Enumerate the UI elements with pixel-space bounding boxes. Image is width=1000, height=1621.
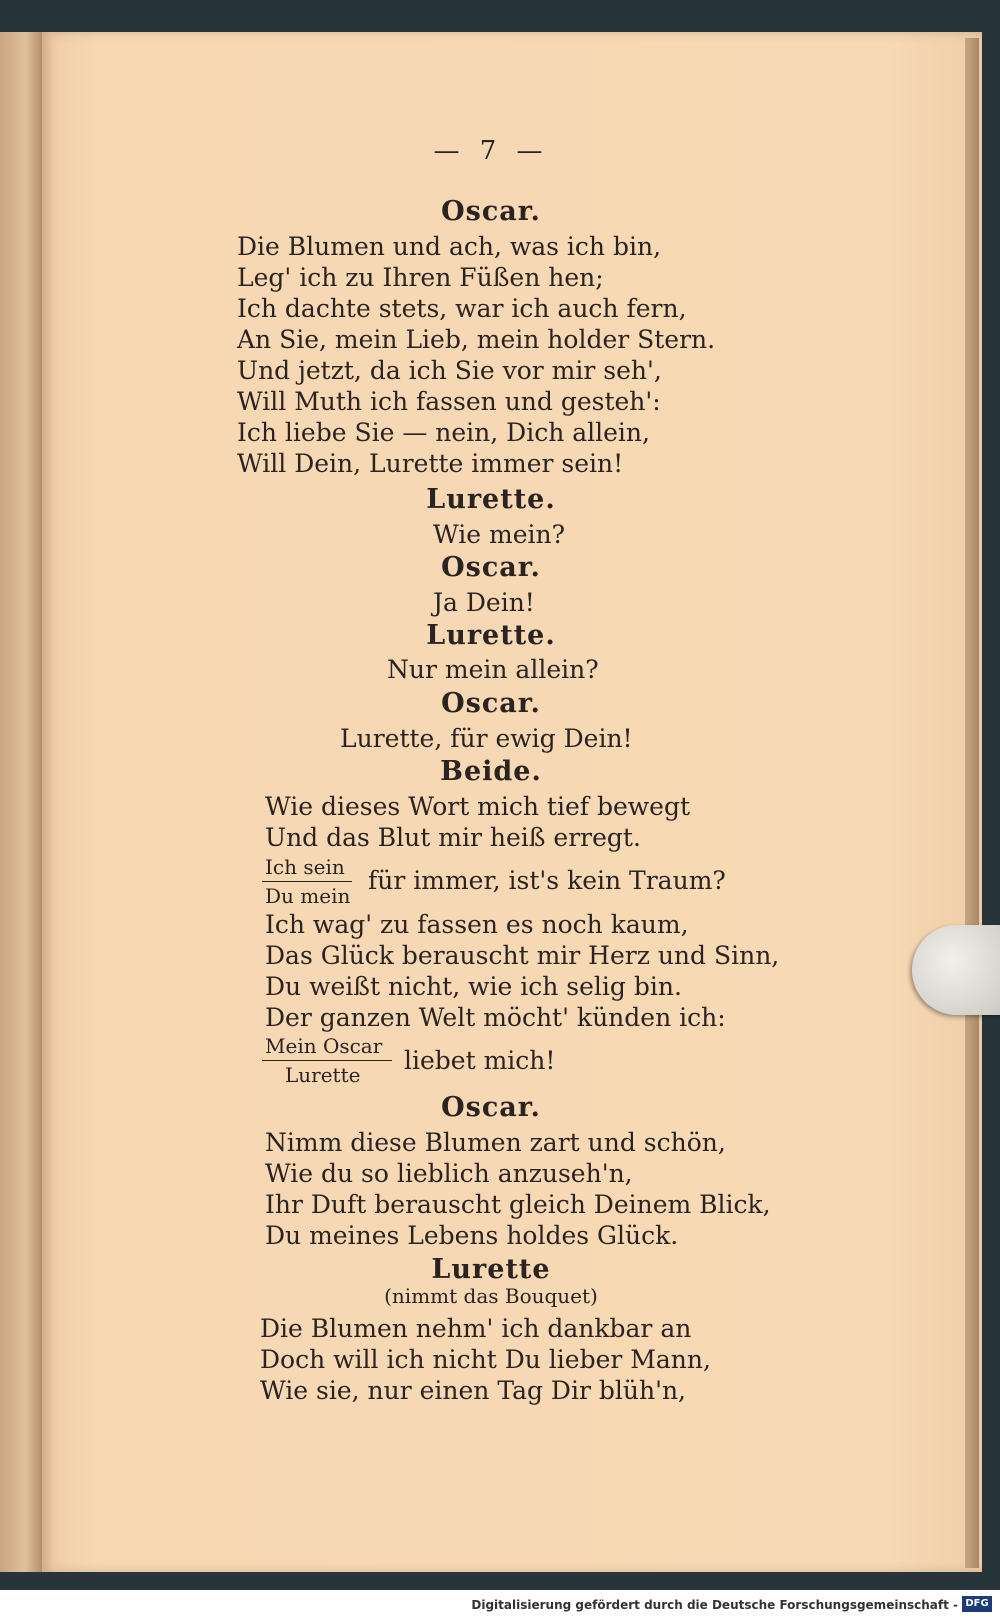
fraction-top: Ich sein — [265, 855, 345, 879]
stage-direction: (nimmt das Bouquet) — [384, 1284, 598, 1308]
verse-line: Ich wag' zu fassen es noch kaum, — [265, 910, 689, 939]
verse-line: Nimm diese Blumen zart und schön, — [265, 1128, 726, 1157]
fraction-rule — [262, 1060, 392, 1061]
fraction-top: Mein Oscar — [265, 1034, 383, 1058]
page-number: — 7 — — [433, 136, 549, 166]
speaker-beide: Beide. — [440, 756, 542, 787]
verse-line: Die Blumen und ach, was ich bin, — [237, 232, 662, 261]
speaker-oscar: Oscar. — [441, 552, 541, 583]
left-page-edge — [0, 32, 45, 1572]
fraction-rule — [262, 881, 352, 882]
verse-line: Das Glück berauscht mir Herz und Sinn, — [265, 941, 780, 970]
speaker-oscar: Oscar. — [441, 688, 541, 719]
verse-line: Wie dieses Wort mich tief bewegt — [265, 792, 691, 821]
verse-line: Ich liebe Sie — nein, Dich allein, — [237, 418, 650, 447]
verse-line: Will Dein, Lurette immer sein! — [237, 449, 624, 478]
verse-line: Ihr Duft berauscht gleich Deinem Blick, — [265, 1190, 771, 1219]
fraction-bottom: Du mein — [265, 884, 351, 908]
verse-line: Leg' ich zu Ihren Füßen hen; — [237, 263, 604, 292]
funding-notice: Digitalisierung gefördert durch die Deutsche Forschungsgemeinschaft - — [471, 1598, 958, 1612]
verse-line: Die Blumen nehm' ich dankbar an — [260, 1314, 692, 1343]
verse-line: Ja Dein! — [433, 588, 535, 617]
verse-line: Nur mein allein? — [387, 655, 599, 684]
dfg-logo: DFG — [962, 1596, 992, 1612]
right-page-edge — [965, 38, 979, 1568]
verse-line: An Sie, mein Lieb, mein holder Stern. — [237, 325, 716, 354]
verse-line: Der ganzen Welt möcht' künden ich: — [265, 1003, 726, 1032]
verse-line: Wie sie, nur einen Tag Dir blüh'n, — [260, 1376, 686, 1405]
speaker-lurette: Lurette. — [426, 484, 556, 515]
verse-line: Wie du so lieblich anzuseh'n, — [265, 1159, 633, 1188]
verse-line: liebet mich! — [404, 1046, 556, 1075]
verse-line: Wie mein? — [433, 520, 565, 549]
speaker-oscar: Oscar. — [441, 1092, 541, 1123]
verse-line: Ich dachte stets, war ich auch fern, — [237, 294, 687, 323]
page-tab — [912, 925, 1000, 1015]
speaker-lurette: Lurette — [431, 1254, 551, 1285]
verse-line: Und jetzt, da ich Sie vor mir seh', — [237, 356, 662, 385]
verse-line: Und das Blut mir heiß erregt. — [265, 823, 641, 852]
verse-line: Lurette, für ewig Dein! — [340, 724, 633, 753]
speaker-lurette: Lurette. — [426, 620, 556, 651]
verse-line: Will Muth ich fassen und gesteh': — [237, 387, 661, 416]
speaker-oscar: Oscar. — [441, 196, 541, 227]
verse-line: für immer, ist's kein Traum? — [368, 866, 726, 895]
fraction-bottom: Lurette — [285, 1063, 361, 1087]
verse-line: Doch will ich nicht Du lieber Mann, — [260, 1345, 711, 1374]
verse-line: Du meines Lebens holdes Glück. — [265, 1221, 679, 1250]
verse-line: Du weißt nicht, wie ich selig bin. — [265, 972, 682, 1001]
